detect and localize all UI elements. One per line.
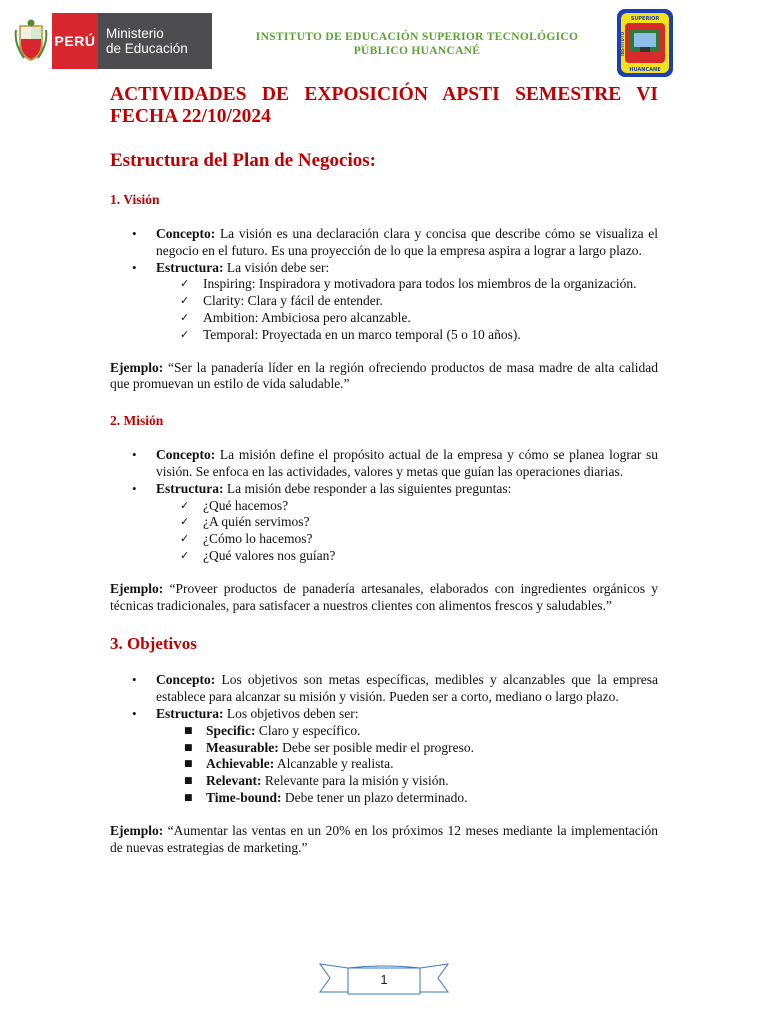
section-heading-vision: 1. Visión [110, 192, 160, 207]
checkmark-icon: ✓ [180, 327, 190, 341]
list-item [110, 260, 658, 344]
list-item [110, 672, 658, 706]
coat-of-arms-icon [10, 13, 52, 69]
list-item-text: Temporal: Proyectada en un marco temporal (5 o 10 años). [203, 326, 521, 342]
structure-text: La visión debe ser: [223, 259, 330, 275]
list-item [156, 514, 658, 531]
criterion-label: Relevant: [206, 773, 262, 789]
list-item-text: Ambition: Ambiciosa pero alcanzable. [203, 309, 411, 325]
checkmark-icon: ✓ [180, 294, 190, 308]
list-item [110, 706, 658, 807]
criterion-label: Measurable: [206, 739, 279, 755]
criterion-label: Achievable: [206, 756, 275, 772]
structure-text: Los objetivos deben ser: [223, 705, 359, 721]
list-item [156, 498, 658, 515]
example-label: Ejemplo: [110, 822, 164, 838]
country-label: PERÚ [52, 13, 98, 69]
list-item [156, 756, 658, 773]
square-bullet-icon: ■ [184, 776, 193, 787]
logo-bottom-text: HUANCANE [629, 67, 661, 73]
list-item [156, 773, 658, 790]
example-label: Ejemplo: [110, 359, 164, 375]
structure-label: Estructura: [156, 480, 224, 496]
list-item-text: Inspiring: Inspiradora y motivadora para todos los miembros de la organización. [203, 276, 637, 292]
checkmark-icon: ✓ [180, 498, 190, 512]
example-text: “Aumentar las ventas en un 20% en los próximos 12 meses mediante la implementación de nuevas estrategias de marketing.” [110, 822, 658, 855]
criterion-label: Time-bound: [206, 789, 282, 805]
checkmark-icon: ✓ [180, 310, 190, 324]
vision-criteria-list [156, 276, 658, 343]
square-bullet-icon: ■ [184, 759, 193, 770]
list-item [156, 740, 658, 757]
square-bullet-icon: ■ [184, 742, 193, 753]
bullet-icon: • [132, 672, 137, 688]
plan-title: Estructura del Plan de Negocios: [110, 150, 376, 171]
ministry-label [98, 13, 212, 69]
concept-label: Concepto: [156, 672, 216, 688]
institute-logo [616, 8, 674, 78]
page-number: 1 [380, 972, 388, 987]
page-number-ribbon [318, 962, 450, 998]
list-item [156, 790, 658, 807]
ministry-line-1: Ministerio [106, 26, 164, 41]
criterion-text: Claro y específico. [255, 722, 361, 738]
checkmark-icon: ✓ [180, 277, 190, 291]
institute-title-line-1: INSTITUTO DE EDUCACIÓN SUPERIOR TECNOLÓGICO [255, 31, 579, 43]
checkmark-icon: ✓ [180, 532, 190, 546]
example-text: “Proveer productos de panadería artesanales, elaborados con ingredientes orgánicos y técnicas tradicionales, para satisfacer a nuestros clientes con alimentos frescos y saludables.” [110, 580, 658, 613]
list-item [110, 481, 658, 565]
mision-list [110, 447, 658, 565]
concept-text: La misión define el propósito actual de la empresa y cómo se planea lograr su visión. Se enfoca en las actividades, valores y metas que guían las operaciones diarias. [156, 447, 658, 479]
list-item-text: ¿A quién servimos? [203, 514, 310, 530]
list-item [110, 447, 658, 481]
page-header [0, 0, 768, 86]
bullet-icon: • [132, 705, 137, 721]
section-heading-mision: 2. Misión [110, 413, 164, 429]
concept-text: La visión es una declaración clara y concisa que describe cómo se visualiza el negocio en el futuro. Es una proyección de lo que la empresa aspira a lograr a largo plazo. [156, 226, 658, 258]
logo-left-text: INSTITUTO [620, 31, 625, 57]
criterion-text: Relevante para la misión y visión. [261, 773, 449, 789]
concept-text: Los objetivos son metas específicas, medibles y alcanzables que la empresa establece para alcanzar su misión y visión. Pueden ser a corto, mediano o largo plazo. [156, 672, 658, 705]
bullet-icon: • [132, 259, 137, 275]
criterion-text: Debe tener un plazo determinado. [281, 789, 468, 805]
list-item [156, 293, 658, 310]
list-item [156, 327, 658, 344]
logo-top-text: SUPERIOR [630, 16, 660, 22]
mision-questions-list [156, 498, 658, 565]
list-item-text: Clarity: Clara y fácil de entender. [203, 293, 383, 309]
bullet-icon: • [132, 447, 137, 463]
square-bullet-icon: ■ [184, 725, 193, 736]
criterion-label: Specific: [206, 722, 256, 738]
ministry-logo [10, 13, 212, 69]
structure-label: Estructura: [156, 259, 224, 275]
mision-example [110, 581, 658, 615]
bullet-icon: • [132, 480, 137, 496]
criterion-text: Debe ser posible medir el progreso. [278, 739, 475, 755]
institute-title-line-2: PÚBLICO HUANCANÉ [353, 45, 481, 57]
smart-criteria-list [156, 723, 658, 807]
institute-title [230, 30, 604, 58]
vision-example [110, 360, 658, 394]
document-body [110, 84, 658, 856]
criterion-text: Alcanzable y realista. [274, 756, 394, 772]
example-text: “Ser la panadería líder en la región ofreciendo productos de masa madre de alta calidad que promuevan un estilo de vida saludable.” [110, 359, 658, 392]
document-title-line-2: FECHA 22/10/2024 [110, 106, 271, 127]
list-item-text: ¿Cómo lo hacemos? [203, 531, 313, 547]
structure-text: La misión debe responder a las siguientes preguntas: [223, 480, 512, 496]
example-label: Ejemplo: [110, 580, 164, 596]
list-item-text: ¿Qué valores nos guían? [203, 547, 336, 563]
section-heading-objetivos: 3. Objetivos [110, 634, 197, 654]
list-item [156, 548, 658, 565]
objetivos-example [110, 823, 658, 857]
objetivos-list [110, 672, 658, 806]
list-item-text: ¿Qué hacemos? [203, 497, 289, 513]
ministry-line-2: de Educación [106, 41, 188, 56]
document-title [110, 84, 658, 128]
structure-label: Estructura: [156, 705, 224, 721]
list-item [156, 531, 658, 548]
list-item [156, 723, 658, 740]
bullet-icon: • [132, 226, 137, 241]
concept-label: Concepto: [156, 447, 216, 463]
list-item [156, 276, 658, 293]
document-title-line-1: ACTIVIDADES DE EXPOSICIÓN APSTI SEMESTRE VI [110, 84, 658, 105]
concept-label: Concepto: [156, 226, 216, 241]
checkmark-icon: ✓ [180, 515, 190, 529]
list-item [110, 226, 658, 260]
square-bullet-icon: ■ [184, 792, 193, 803]
checkmark-icon: ✓ [180, 548, 190, 562]
vision-list [110, 226, 658, 344]
list-item [156, 310, 658, 327]
